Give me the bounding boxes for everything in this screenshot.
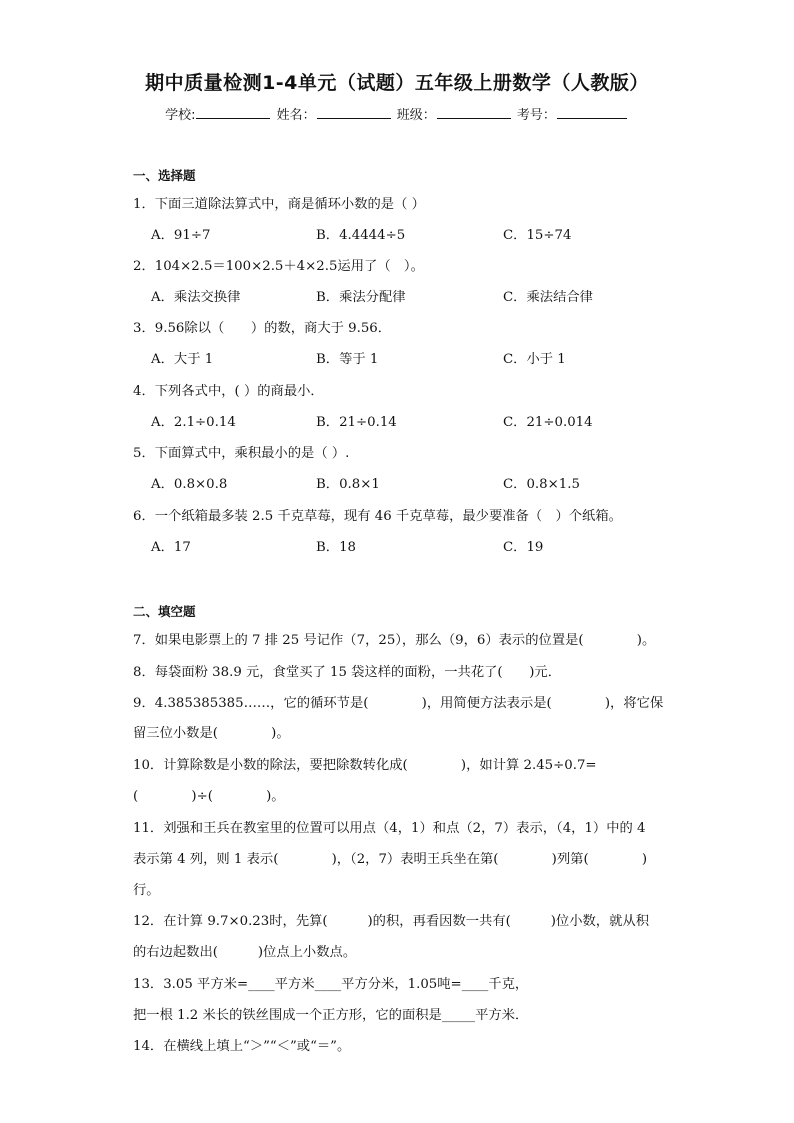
question-4: 4．下列各式中，( ）的商最小． [133,384,324,399]
q2-option-b[interactable]: B．乘法分配律 [316,290,406,305]
q4-option-b[interactable]: B．21÷0.14 [316,415,397,430]
q1-option-b[interactable]: B．4.4444÷5 [316,228,406,243]
question-12-line-2: 的右边起数出( )位点上小数点。 [133,945,357,960]
q6-option-a[interactable]: A．17 [151,540,191,555]
question-13-line-2: 把一根 1.2 米长的铁丝围成一个正方形，它的面积是_____平方米． [133,1008,529,1023]
question-8: 8．每袋面粉 38.9 元，食堂买了 15 袋这样的面粉，一共花了( )元． [133,665,561,680]
student-info-line [0,104,794,123]
q5-option-a[interactable]: A．0.8×0.8 [151,477,228,492]
page-title: 期中质量检测1-4单元（试题）五年级上册数学（人教版） [145,72,649,94]
q5-option-b[interactable]: B．0.8×1 [316,477,380,492]
section-heading-choice: 一、选择题 [133,168,196,183]
class-blank[interactable] [437,106,511,119]
q1-option-c[interactable]: C．15÷74 [503,228,572,243]
question-14: 14．在横线上填上“＞”“＜”或“＝”。 [133,1039,351,1054]
question-7: 7．如果电影票上的 7 排 25 号记作（7，25），那么（9，6）表示的位置是( )。 [133,633,656,648]
q3-option-a[interactable]: A．大于 1 [151,352,214,367]
question-6: 6．一个纸箱最多装 2.5 千克草莓，现有 46 千克草莓，最少要准备（ ）个纸箱。 [133,509,622,524]
q4-option-a[interactable]: A．2.1÷0.14 [151,415,236,430]
name-label: 姓名： [276,108,316,123]
question-11-line-1: 11．刘强和王兵在教室里的位置可以用点（4，1）和点（2，7）表示，（4，1）中的 4 [133,821,646,836]
question-11-line-2: 表示第 4 列，则 1 表示( )，（2，7）表明王兵坐在第( )列第( ) [133,852,648,867]
q1-option-a[interactable]: A．91÷7 [151,228,211,243]
question-2: 2．104×2.5＝100×2.5＋4×2.5运用了（ ）。 [133,259,424,274]
q3-option-c[interactable]: C．小于 1 [503,352,566,367]
question-1: 1．下面三道除法算式中，商是循环小数的是（ ） [133,197,425,212]
q5-option-c[interactable]: C．0.8×1.5 [503,477,580,492]
q6-option-c[interactable]: C．19 [503,540,544,555]
school-blank[interactable] [196,106,270,119]
name-blank[interactable] [317,106,391,119]
question-11-line-3: 行。 [133,883,160,898]
question-3: 3．9.56除以（ ）的数，商大于 9.56． [133,321,392,336]
exam-no-label: 考号： [516,108,556,123]
q6-option-b[interactable]: B．18 [316,540,356,555]
q4-option-c[interactable]: C．21÷0.014 [503,415,593,430]
q2-option-a[interactable]: A．乘法交换律 [151,290,241,305]
q2-option-c[interactable]: C．乘法结合律 [503,290,593,305]
question-5: 5．下面算式中，乘积最小的是（ ）. [133,446,350,461]
school-label: 学校: [165,108,196,123]
question-12-line-1: 12．在计算 9.7×0.23时，先算( )的积，再看因数一共有( )位小数，就从积 [133,914,649,929]
class-label: 班级： [396,108,436,123]
question-9-line-2: 留三位小数是( )。 [133,726,290,741]
question-10-line-2: ( )÷( )。 [133,789,285,804]
question-10-line-1: 10．计算除数是小数的除法，要把除数转化成( )，如计算 2.45÷0.7= [133,758,597,773]
question-13-line-1: 13．3.05 平方米=____平方米____平方分米，1.05吨=____千克， [133,977,529,992]
section-heading-fill: 二、填空题 [133,604,196,619]
exam-no-blank[interactable] [557,106,627,119]
q3-option-b[interactable]: B．等于 1 [316,352,379,367]
question-9-line-1: 9．4.385385385……，它的循环节是( )，用简便方法表示是( )，将它保 [133,696,664,711]
